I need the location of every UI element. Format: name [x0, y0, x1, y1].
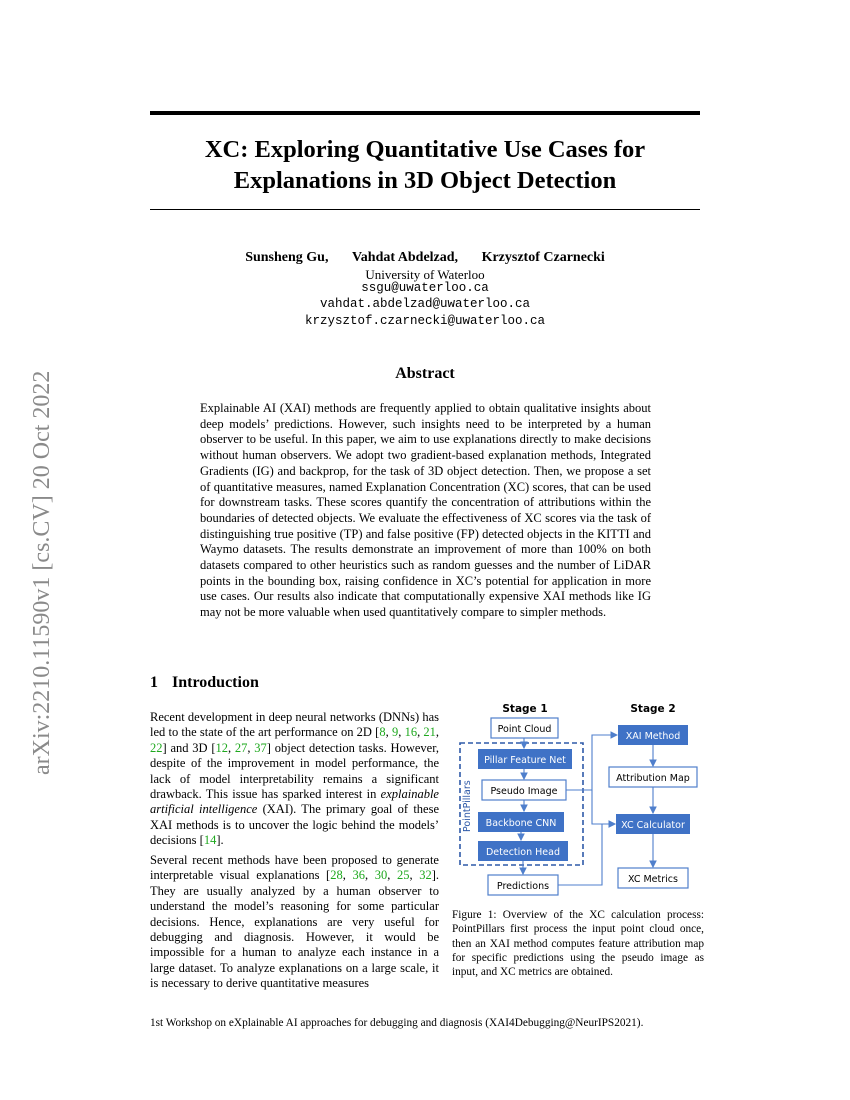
- figure-1-diagram: [450, 698, 710, 898]
- author-list: [150, 249, 700, 267]
- text-run: Several recent methods have been proposed to generate interpretable visual explanations [: [150, 853, 439, 883]
- section-heading-introduction: [150, 674, 259, 692]
- affiliation: University of Waterloo: [365, 267, 485, 282]
- author-2: Vahdat Abdelzad,: [351, 250, 459, 265]
- citation-link[interactable]: 14: [203, 833, 217, 848]
- xc-calculator-label: XC Calculator: [621, 820, 685, 831]
- text-run: ] object detection tasks. However, despite of the improvement in model performance, the lack of model interpretability remains a significant drawback. This issue has sparked interest in: [150, 740, 439, 802]
- emphasis-text: explainable artificial intelligence: [150, 787, 439, 817]
- email-1: ssgu@uwaterloo.ca: [361, 281, 489, 295]
- citation-link[interactable]: 21: [423, 725, 436, 740]
- paper-title: [150, 134, 700, 196]
- citation-link[interactable]: 27: [234, 740, 248, 755]
- detection-head-label: Detection Head: [485, 847, 561, 858]
- section-number: 1: [150, 674, 158, 691]
- email-3: krzysztof.czarnecki@uwaterloo.ca: [304, 313, 546, 328]
- citation-link[interactable]: 37: [254, 740, 267, 755]
- pseudo-image-label: Pseudo Image: [490, 786, 558, 797]
- citation-link[interactable]: 28: [330, 868, 343, 883]
- email-2: vahdat.abdelzad@uwaterloo.ca: [319, 297, 531, 312]
- predictions-label: Predictions: [496, 881, 550, 892]
- citation-link[interactable]: 12: [215, 740, 228, 755]
- abstract-heading: Abstract: [395, 365, 455, 382]
- citation-link[interactable]: 9: [391, 725, 399, 740]
- author-1: Sunsheng Gu,: [245, 250, 329, 265]
- intro-paragraph-2: Several recent methods have been proposed to generate interpretable visual explanations [28, 36, 30, 25, 32]. They are usually analyzed by a human observer to understand the model’s reasoning for some particular decisions. Hence, explanations are very useful for debugging and diagnosis. However, it would be impossible for a human to analyze each instance in a large dataset. To analyze explanations on a large scale, it is necessary to derive quantitative measures: [150, 853, 440, 991]
- abstract-text: Explainable AI (XAI) methods are frequently applied to obtain qualitative insights about deep models’ predictions. However, such insights need to be interpreted by a human observer to be useful. In this paper, we aim to use explanations directly to make decisions without human observers. We adopt two gradient-based explanation methods, Integrated Gradients (IG) and backprop, for the task of 3D object detection. Then, we propose a set of quantitative measures, named Explanation Concentration (XC) scores, that can be used for downstream tasks. These scores quantify the concentration of attributions within the boundaries of detected objects. We evaluate the effectiveness of XC scores via the task of distinguishing true positive (TP) and false positive (FP) detected objects in the KITTI and Waymo datasets. The results demonstrate an improvement of more than 100% on both datasets compared to other heuristics such as random guesses and the number of LiDAR points in the bounding box, raising confidence in XC’s potential for application in more use cases. Our results also indicate that computationally expensive XAI methods like IG may not be more valuable when used quantitatively compare to simpler methods.: [200, 401, 651, 620]
- xai-method-label: XAI Method: [625, 731, 681, 742]
- title-line-2: Explanations in 3D Object Detection: [233, 167, 617, 194]
- point-cloud-label: Point Cloud: [497, 724, 552, 735]
- title-rule-bottom: [150, 209, 700, 210]
- citation-link[interactable]: 16: [404, 725, 418, 740]
- section-title: Introduction: [172, 674, 259, 691]
- backbone-cnn-label: Backbone CNN: [485, 818, 557, 829]
- text-run: ] and 3D [: [162, 740, 216, 755]
- stage-2-label: Stage 2: [630, 703, 676, 715]
- text-run: ].: [216, 833, 224, 848]
- citation-link[interactable]: 32: [419, 868, 432, 883]
- pointpillars-label: PointPillars: [462, 780, 473, 832]
- title-rule-top: [150, 111, 700, 115]
- pillar-feature-net-label: Pillar Feature Net: [484, 755, 566, 766]
- citation-link[interactable]: 8: [379, 725, 386, 740]
- stage-1-label: Stage 1: [502, 703, 548, 715]
- footnote: 1st Workshop on eXplainable AI approaches for debugging and diagnosis (XAI4Debugging@NeurIPS2021).: [150, 1017, 644, 1029]
- citation-link[interactable]: 36: [352, 868, 365, 883]
- xc-metrics-label: XC Metrics: [628, 874, 678, 885]
- text-run: (XAI). The primary goal of these XAI methods is to uncover the logic behind the models’ decisions [: [150, 802, 439, 848]
- intro-paragraph-1: Recent development in deep neural networks (DNNs) has led to the state of the art performance on 2D [8, 9, 16, 21, 22] and 3D [12, 27, 37] object detection tasks. However, despite of the improvement in model performance, the lack of model interpretability remains a significant drawback. This issue has sparked interest in explainable artificial intelligence (XAI). The primary goal of these XAI methods is to uncover the logic behind the models’ decisions [14].: [150, 710, 440, 848]
- arxiv-stamp: arXiv:2210.11590v1 [cs.CV] 20 Oct 2022: [29, 370, 55, 775]
- citation-link[interactable]: 30: [374, 868, 388, 883]
- citation-link[interactable]: 25: [396, 868, 410, 883]
- text-run: ]. They are usually analyzed by a human observer to understand the model’s reasoning for some particular decisions. Hence, explanations are very useful for debugging and diagnosis. However, it would be impossible for a human to analyze each instance in a large dataset. To analyze explanations on a large scale, it is necessary to derive quantitative measures: [150, 868, 440, 991]
- email-list: [150, 280, 700, 329]
- title-line-1: XC: Exploring Quantitative Use Cases for: [204, 136, 646, 163]
- text-run: Recent development in deep neural networks (DNNs) has led to the state of the art performance on 2D [: [150, 710, 439, 740]
- author-3: Krzysztof Czarnecki: [481, 250, 605, 265]
- citation-link[interactable]: 22: [150, 740, 163, 755]
- attribution-map-label: Attribution Map: [616, 773, 690, 784]
- figure-1-caption: Figure 1: Overview of the XC calculation process: PointPillars first process the input point cloud once, then an XAI method computes feature attribution map for specific predictions using the pseudo image as input, and XC metrics are obtained.: [452, 909, 704, 979]
